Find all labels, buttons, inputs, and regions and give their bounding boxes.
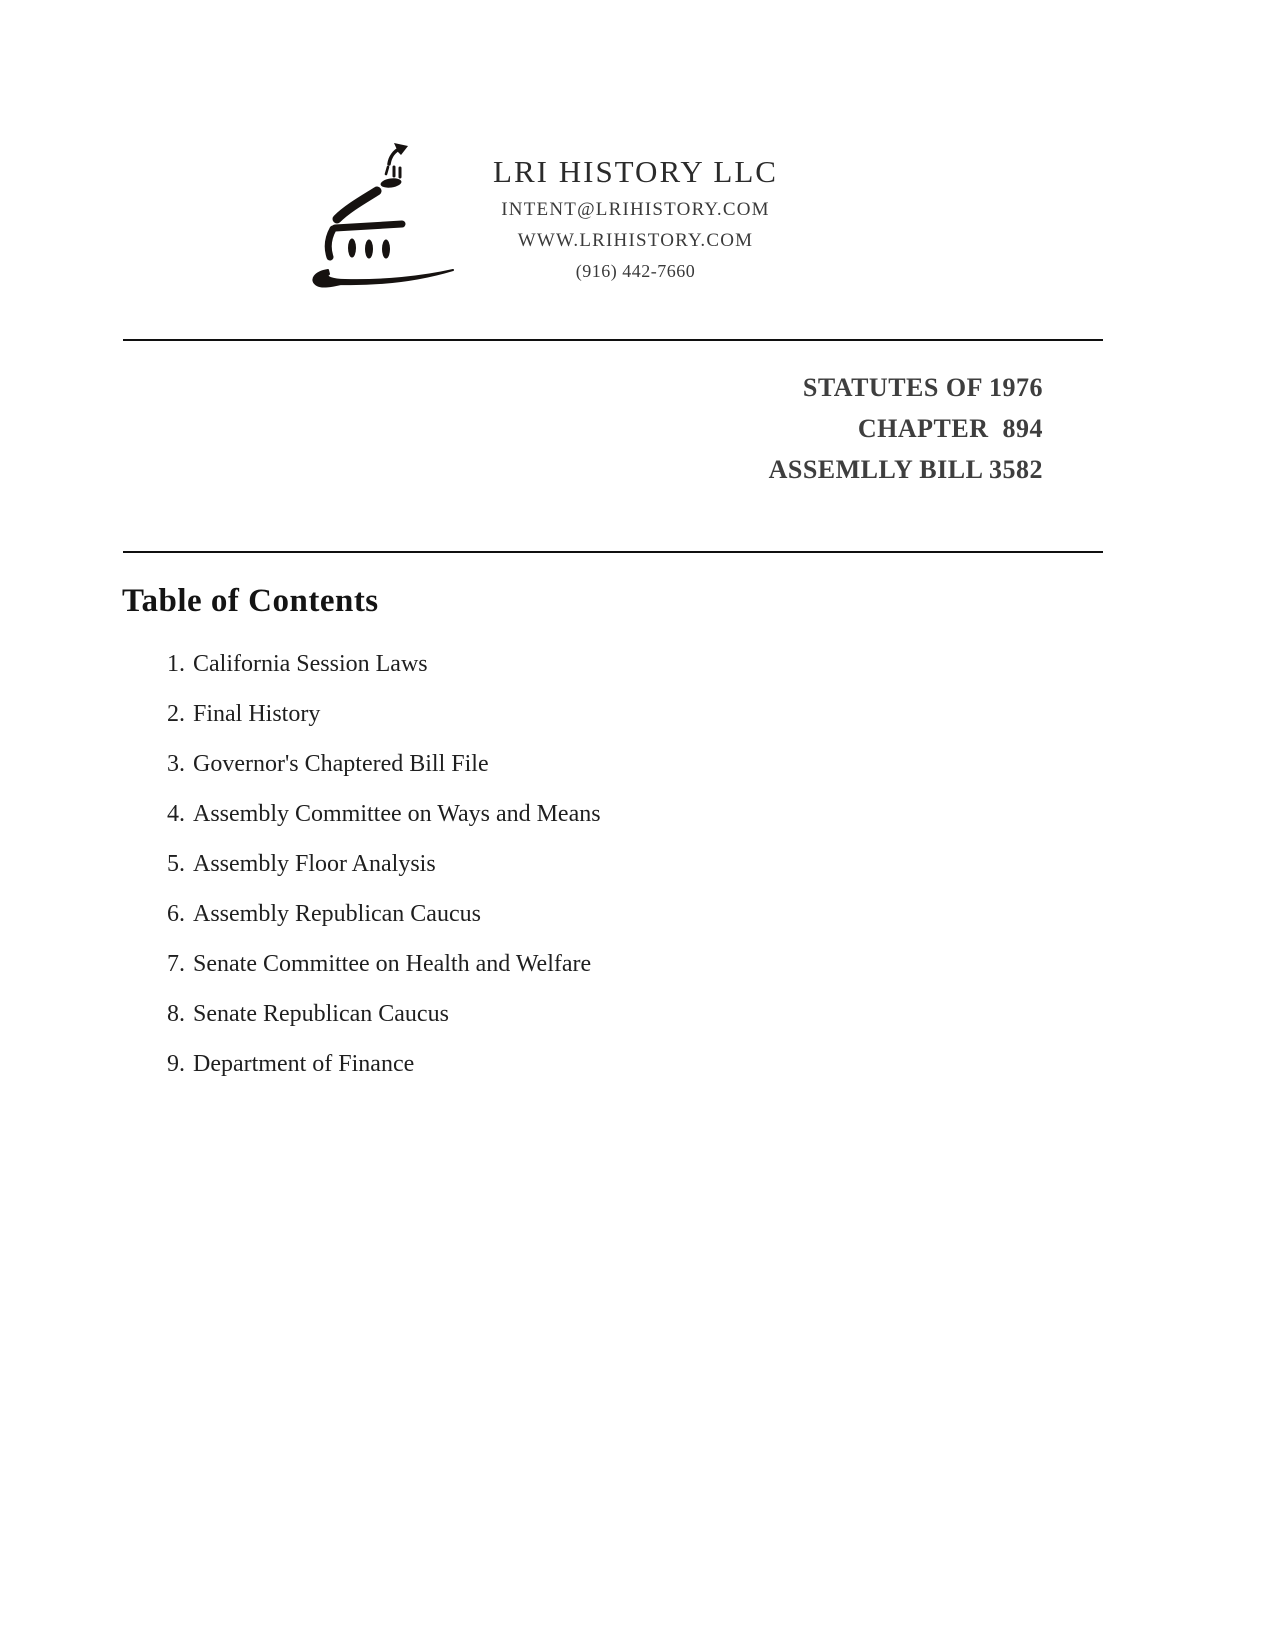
toc-item-california-session-laws [167, 648, 601, 698]
toc-item-number: 5. [167, 851, 185, 877]
toc-item-label: California Session Laws [193, 651, 428, 677]
toc-item-assembly-committee-ways-means [167, 798, 601, 848]
chapter-line: CHAPTER 894 [857, 414, 1043, 443]
letterhead [448, 150, 823, 287]
toc-item-label: Final History [193, 701, 321, 727]
horizontal-rule-top [123, 339, 1103, 341]
toc-item-number: 6. [167, 901, 185, 927]
toc-item-number: 3. [167, 751, 185, 777]
toc-item-governors-chaptered-bill-file [167, 748, 601, 798]
toc-item-assembly-republican-caucus [167, 898, 601, 948]
toc-item-label: Department of Finance [193, 1051, 415, 1077]
statutes-line: STATUTES OF 1976 [802, 373, 1043, 402]
assembly-bill-line: ASSEMLLY BILL 3582 [768, 455, 1043, 484]
horizontal-rule-bottom [123, 551, 1103, 553]
company-name: LRI HISTORY LLC [493, 154, 778, 189]
toc-item-senate-republican-caucus [167, 998, 601, 1048]
company-website: WWW.LRIHISTORY.COM [517, 230, 754, 251]
capitol-dome-sketch-icon [295, 128, 455, 298]
toc-item-number: 1. [167, 651, 185, 677]
toc-item-label: Assembly Floor Analysis [193, 851, 436, 877]
toc-heading: Table of Contents [122, 583, 379, 619]
toc-item-assembly-floor-analysis [167, 848, 601, 898]
toc-item-department-of-finance [167, 1048, 601, 1098]
toc-item-number: 4. [167, 801, 185, 827]
toc-item-number: 2. [167, 701, 185, 727]
company-email: INTENT@LRIHISTORY.COM [501, 199, 770, 220]
toc-item-label: Senate Committee on Health and Welfare [193, 951, 592, 977]
toc-item-label: Assembly Committee on Ways and Means [193, 801, 601, 827]
toc-item-number: 8. [167, 1001, 185, 1027]
toc-item-label: Senate Republican Caucus [193, 1001, 449, 1027]
toc-item-label: Assembly Republican Caucus [193, 901, 481, 927]
toc-item-number: 9. [167, 1051, 185, 1077]
statutes-title-block [590, 367, 1043, 490]
company-phone: (916) 442-7660 [575, 261, 696, 281]
toc-list [167, 648, 601, 1098]
toc-item-label: Governor's Chaptered Bill File [193, 751, 489, 777]
toc-item-number: 7. [167, 951, 185, 977]
toc-item-senate-committee-health-welfare [167, 948, 601, 998]
toc-item-final-history [167, 698, 601, 748]
